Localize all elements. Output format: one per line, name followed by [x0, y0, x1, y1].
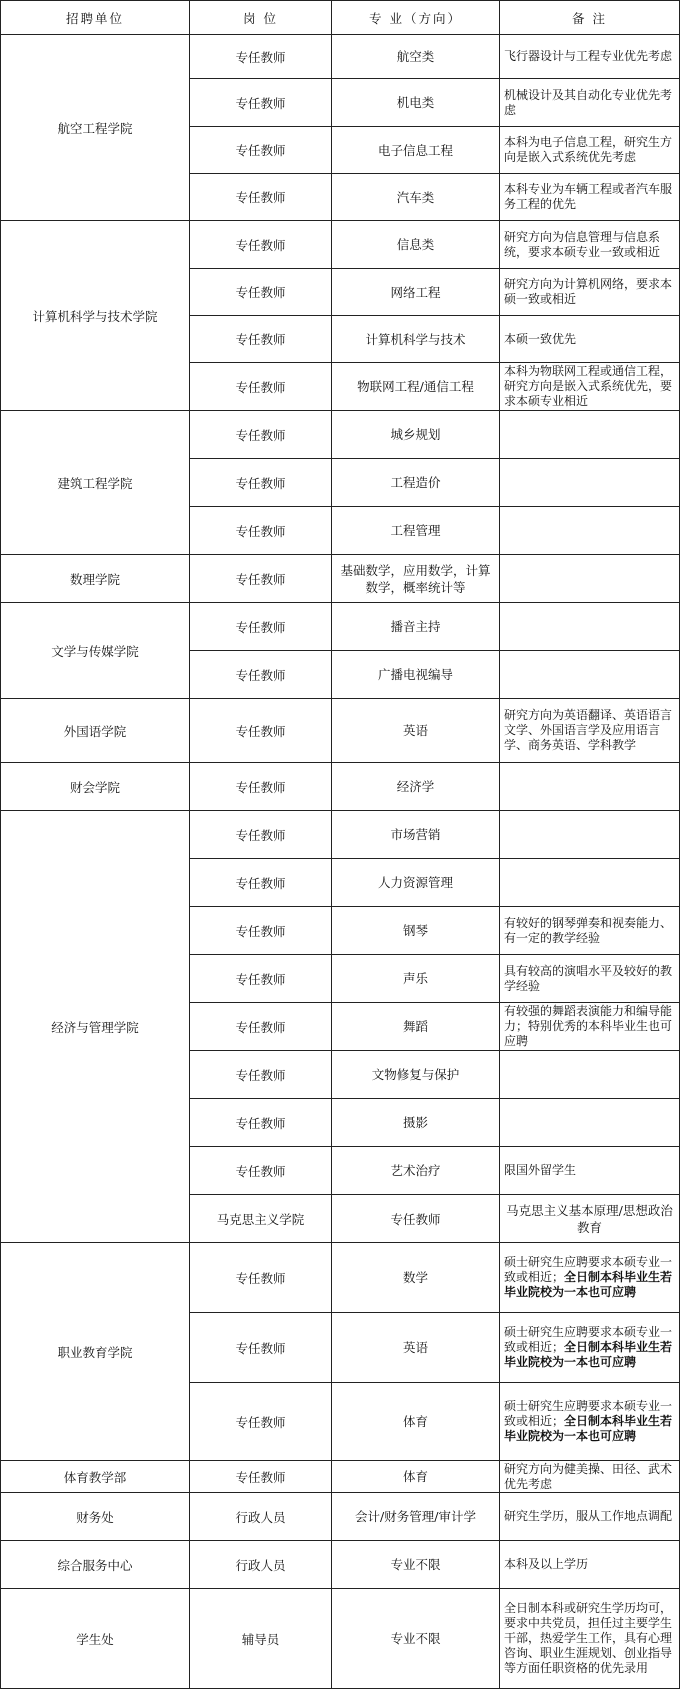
note-cell [500, 1003, 680, 1051]
note-cell [500, 1313, 680, 1383]
post-cell: 行政人员 [190, 1541, 332, 1589]
unit-cell: 外国语学院 [1, 699, 190, 763]
major-cell: 广播电视编导 [332, 651, 500, 699]
note-cell [500, 1383, 680, 1461]
post-cell: 专任教师 [190, 316, 332, 363]
major-cell: 声乐 [332, 955, 500, 1003]
note-text: 硕士研究生应聘要求本硕专业一致或相近； [504, 1255, 673, 1284]
post-cell: 专任教师 [190, 1461, 332, 1493]
note-cell [500, 1099, 680, 1147]
unit-cell: 文学与传媒学院 [1, 603, 190, 699]
note-text: 本科为电子信息工程，研究生方向是嵌入式系统优先考虑 [504, 135, 673, 164]
major-cell: 钢琴 [332, 907, 500, 955]
note-cell [500, 811, 680, 859]
post-cell: 专任教师 [190, 221, 332, 269]
post-cell: 专任教师 [190, 1003, 332, 1051]
post-cell: 专任教师 [190, 955, 332, 1003]
note-text: 本科专业为车辆工程或者汽车服务工程的优先 [504, 182, 673, 211]
table-row [1, 1493, 680, 1541]
post-cell: 专任教师 [332, 1195, 500, 1243]
post-cell: 专任教师 [190, 79, 332, 127]
unit-cell: 综合服务中心 [1, 1541, 190, 1589]
post-cell: 专任教师 [190, 555, 332, 603]
major-cell: 工程管理 [332, 507, 500, 555]
note-cell [500, 79, 680, 127]
table-row [1, 555, 680, 603]
major-cell: 信息类 [332, 221, 500, 269]
major-cell: 汽车类 [332, 174, 500, 221]
major-cell: 人力资源管理 [332, 859, 500, 907]
post-cell: 专任教师 [190, 859, 332, 907]
major-cell: 会计/财务管理/审计学 [332, 1493, 500, 1541]
note-cell [500, 1541, 680, 1589]
major-cell: 马克思主义基本原理/思想政治教育 [500, 1195, 680, 1243]
note-cell [500, 316, 680, 363]
note-text: 本科为物联网工程或通信工程，研究方向是嵌入式系统优先，要求本硕专业相近 [504, 364, 673, 408]
post-cell: 专任教师 [190, 411, 332, 459]
post-cell: 专任教师 [190, 1099, 332, 1147]
note-cell [500, 907, 680, 955]
post-cell: 专任教师 [190, 763, 332, 811]
post-cell: 专任教师 [190, 907, 332, 955]
post-cell: 专任教师 [190, 1383, 332, 1461]
major-cell: 英语 [332, 1313, 500, 1383]
unit-cell: 航空工程学院 [1, 35, 190, 221]
post-cell: 专任教师 [190, 35, 332, 79]
note-cell [500, 1051, 680, 1099]
note-cell [500, 603, 680, 651]
post-cell: 专任教师 [190, 1243, 332, 1313]
note-text: 有较强的舞蹈表演能力和编导能力；特别优秀的本科毕业生也可应聘 [504, 1004, 673, 1048]
header-row [1, 1, 680, 35]
table-row [1, 1541, 680, 1589]
header-post: 岗 位 [190, 1, 332, 35]
post-cell: 专任教师 [190, 174, 332, 221]
note-text: 研究生学历，服从工作地点调配 [504, 1509, 673, 1523]
major-cell: 城乡规划 [332, 411, 500, 459]
unit-cell: 数理学院 [1, 555, 190, 603]
major-cell: 机电类 [332, 79, 500, 127]
major-cell: 基础数学，应用数学，计算数学，概率统计等 [332, 555, 500, 603]
table-row [1, 763, 680, 811]
major-cell: 物联网工程/通信工程 [332, 363, 500, 411]
note-text: 全日制本科或研究生学历均可，要求中共党员，担任过主要学生干部，热爱学生工作，具有心理咨询、职业生涯规划、创业指导等方面任职资格的优先录用 [504, 1601, 673, 1675]
header-note: 备 注 [500, 1, 680, 35]
unit-cell: 财务处 [1, 1493, 190, 1541]
post-cell: 专任教师 [190, 1313, 332, 1383]
unit-cell: 经济与管理学院 [1, 811, 190, 1243]
major-cell: 体育 [332, 1461, 500, 1493]
major-cell: 电子信息工程 [332, 127, 500, 174]
note-text: 本科及以上学历 [504, 1557, 589, 1571]
post-cell: 辅导员 [190, 1589, 332, 1689]
major-cell: 摄影 [332, 1099, 500, 1147]
table-row [1, 811, 680, 859]
post-cell: 专任教师 [190, 127, 332, 174]
note-bold-text: 全日制本科毕业生若毕业院校为一本也可应聘 [504, 1340, 673, 1369]
major-cell: 英语 [332, 699, 500, 763]
post-cell: 专任教师 [190, 459, 332, 507]
unit-cell: 计算机科学与技术学院 [1, 221, 190, 411]
table-row [1, 411, 680, 459]
major-cell: 体育 [332, 1383, 500, 1461]
post-cell: 专任教师 [190, 699, 332, 763]
unit-cell: 马克思主义学院 [190, 1195, 332, 1243]
major-cell: 计算机科学与技术 [332, 316, 500, 363]
note-bold-text: 全日制本科毕业生若毕业院校为一本也可应聘 [504, 1270, 673, 1299]
table-row [1, 35, 680, 79]
table-row [1, 1243, 680, 1313]
unit-cell: 建筑工程学院 [1, 411, 190, 555]
note-cell [500, 1243, 680, 1313]
post-cell: 专任教师 [190, 811, 332, 859]
note-cell [500, 411, 680, 459]
note-cell [500, 363, 680, 411]
major-cell: 专业不限 [332, 1541, 500, 1589]
note-text: 飞行器设计与工程专业优先考虑 [504, 49, 673, 63]
note-cell [500, 174, 680, 221]
note-text: 有较好的钢琴弹奏和视奏能力、有一定的教学经验 [504, 915, 673, 945]
header-unit: 招聘单位 [1, 1, 190, 35]
major-cell: 市场营销 [332, 811, 500, 859]
major-cell: 文物修复与保护 [332, 1051, 500, 1099]
note-text: 研究方向为计算机网络，要求本硕一致或相近 [504, 277, 673, 306]
table-body [1, 35, 680, 1689]
major-cell: 数学 [332, 1243, 500, 1313]
note-text: 研究方向为信息管理与信息系统，要求本硕专业一致或相近 [504, 229, 661, 259]
table-row [1, 603, 680, 651]
post-cell: 行政人员 [190, 1493, 332, 1541]
post-cell: 专任教师 [190, 507, 332, 555]
post-cell: 专任教师 [190, 1147, 332, 1195]
major-cell: 航空类 [332, 35, 500, 79]
note-cell [500, 955, 680, 1003]
note-cell [500, 859, 680, 907]
note-cell [500, 1493, 680, 1541]
major-cell: 经济学 [332, 763, 500, 811]
note-cell [500, 763, 680, 811]
note-cell [500, 507, 680, 555]
note-cell [500, 555, 680, 603]
note-cell [500, 651, 680, 699]
table-row [1, 221, 680, 269]
note-text: 研究方向为健美操、田径、武术优先考虑 [504, 1461, 673, 1491]
note-text: 研究方向为英语翻译、英语语言文学、外国语言学及应用语言学、商务英语、学科教学 [504, 708, 673, 752]
note-text: 机械设计及其自动化专业优先考虑 [504, 87, 673, 117]
note-cell [500, 221, 680, 269]
post-cell: 专任教师 [190, 363, 332, 411]
table-row [1, 1461, 680, 1493]
note-cell [500, 1147, 680, 1195]
note-bold-text: 全日制本科毕业生若毕业院校为一本也可应聘 [504, 1414, 673, 1443]
note-text: 硕士研究生应聘要求本硕专业一致或相近； [504, 1325, 673, 1354]
post-cell: 专任教师 [190, 1051, 332, 1099]
note-text: 限国外留学生 [504, 1163, 577, 1177]
unit-cell: 学生处 [1, 1589, 190, 1689]
note-text: 本硕一致优先 [504, 331, 577, 346]
note-cell [500, 269, 680, 316]
major-cell: 播音主持 [332, 603, 500, 651]
note-cell [500, 1589, 680, 1689]
note-cell [500, 699, 680, 763]
major-cell: 艺术治疗 [332, 1147, 500, 1195]
note-cell [500, 1461, 680, 1493]
major-cell: 舞蹈 [332, 1003, 500, 1051]
header-major: 专 业（方向） [332, 1, 500, 35]
unit-cell: 职业教育学院 [1, 1243, 190, 1461]
note-cell [500, 127, 680, 174]
note-cell [500, 459, 680, 507]
note-cell [500, 35, 680, 79]
post-cell: 专任教师 [190, 651, 332, 699]
major-cell: 工程造价 [332, 459, 500, 507]
note-text: 硕士研究生应聘要求本硕专业一致或相近； [504, 1399, 673, 1428]
unit-cell: 体育教学部 [1, 1461, 190, 1493]
major-cell: 网络工程 [332, 269, 500, 316]
unit-cell: 财会学院 [1, 763, 190, 811]
post-cell: 专任教师 [190, 269, 332, 316]
table-row [1, 699, 680, 763]
table-row [1, 1589, 680, 1689]
major-cell: 专业不限 [332, 1589, 500, 1689]
post-cell: 专任教师 [190, 603, 332, 651]
note-text: 具有较高的演唱水平及较好的教学经验 [504, 963, 673, 993]
